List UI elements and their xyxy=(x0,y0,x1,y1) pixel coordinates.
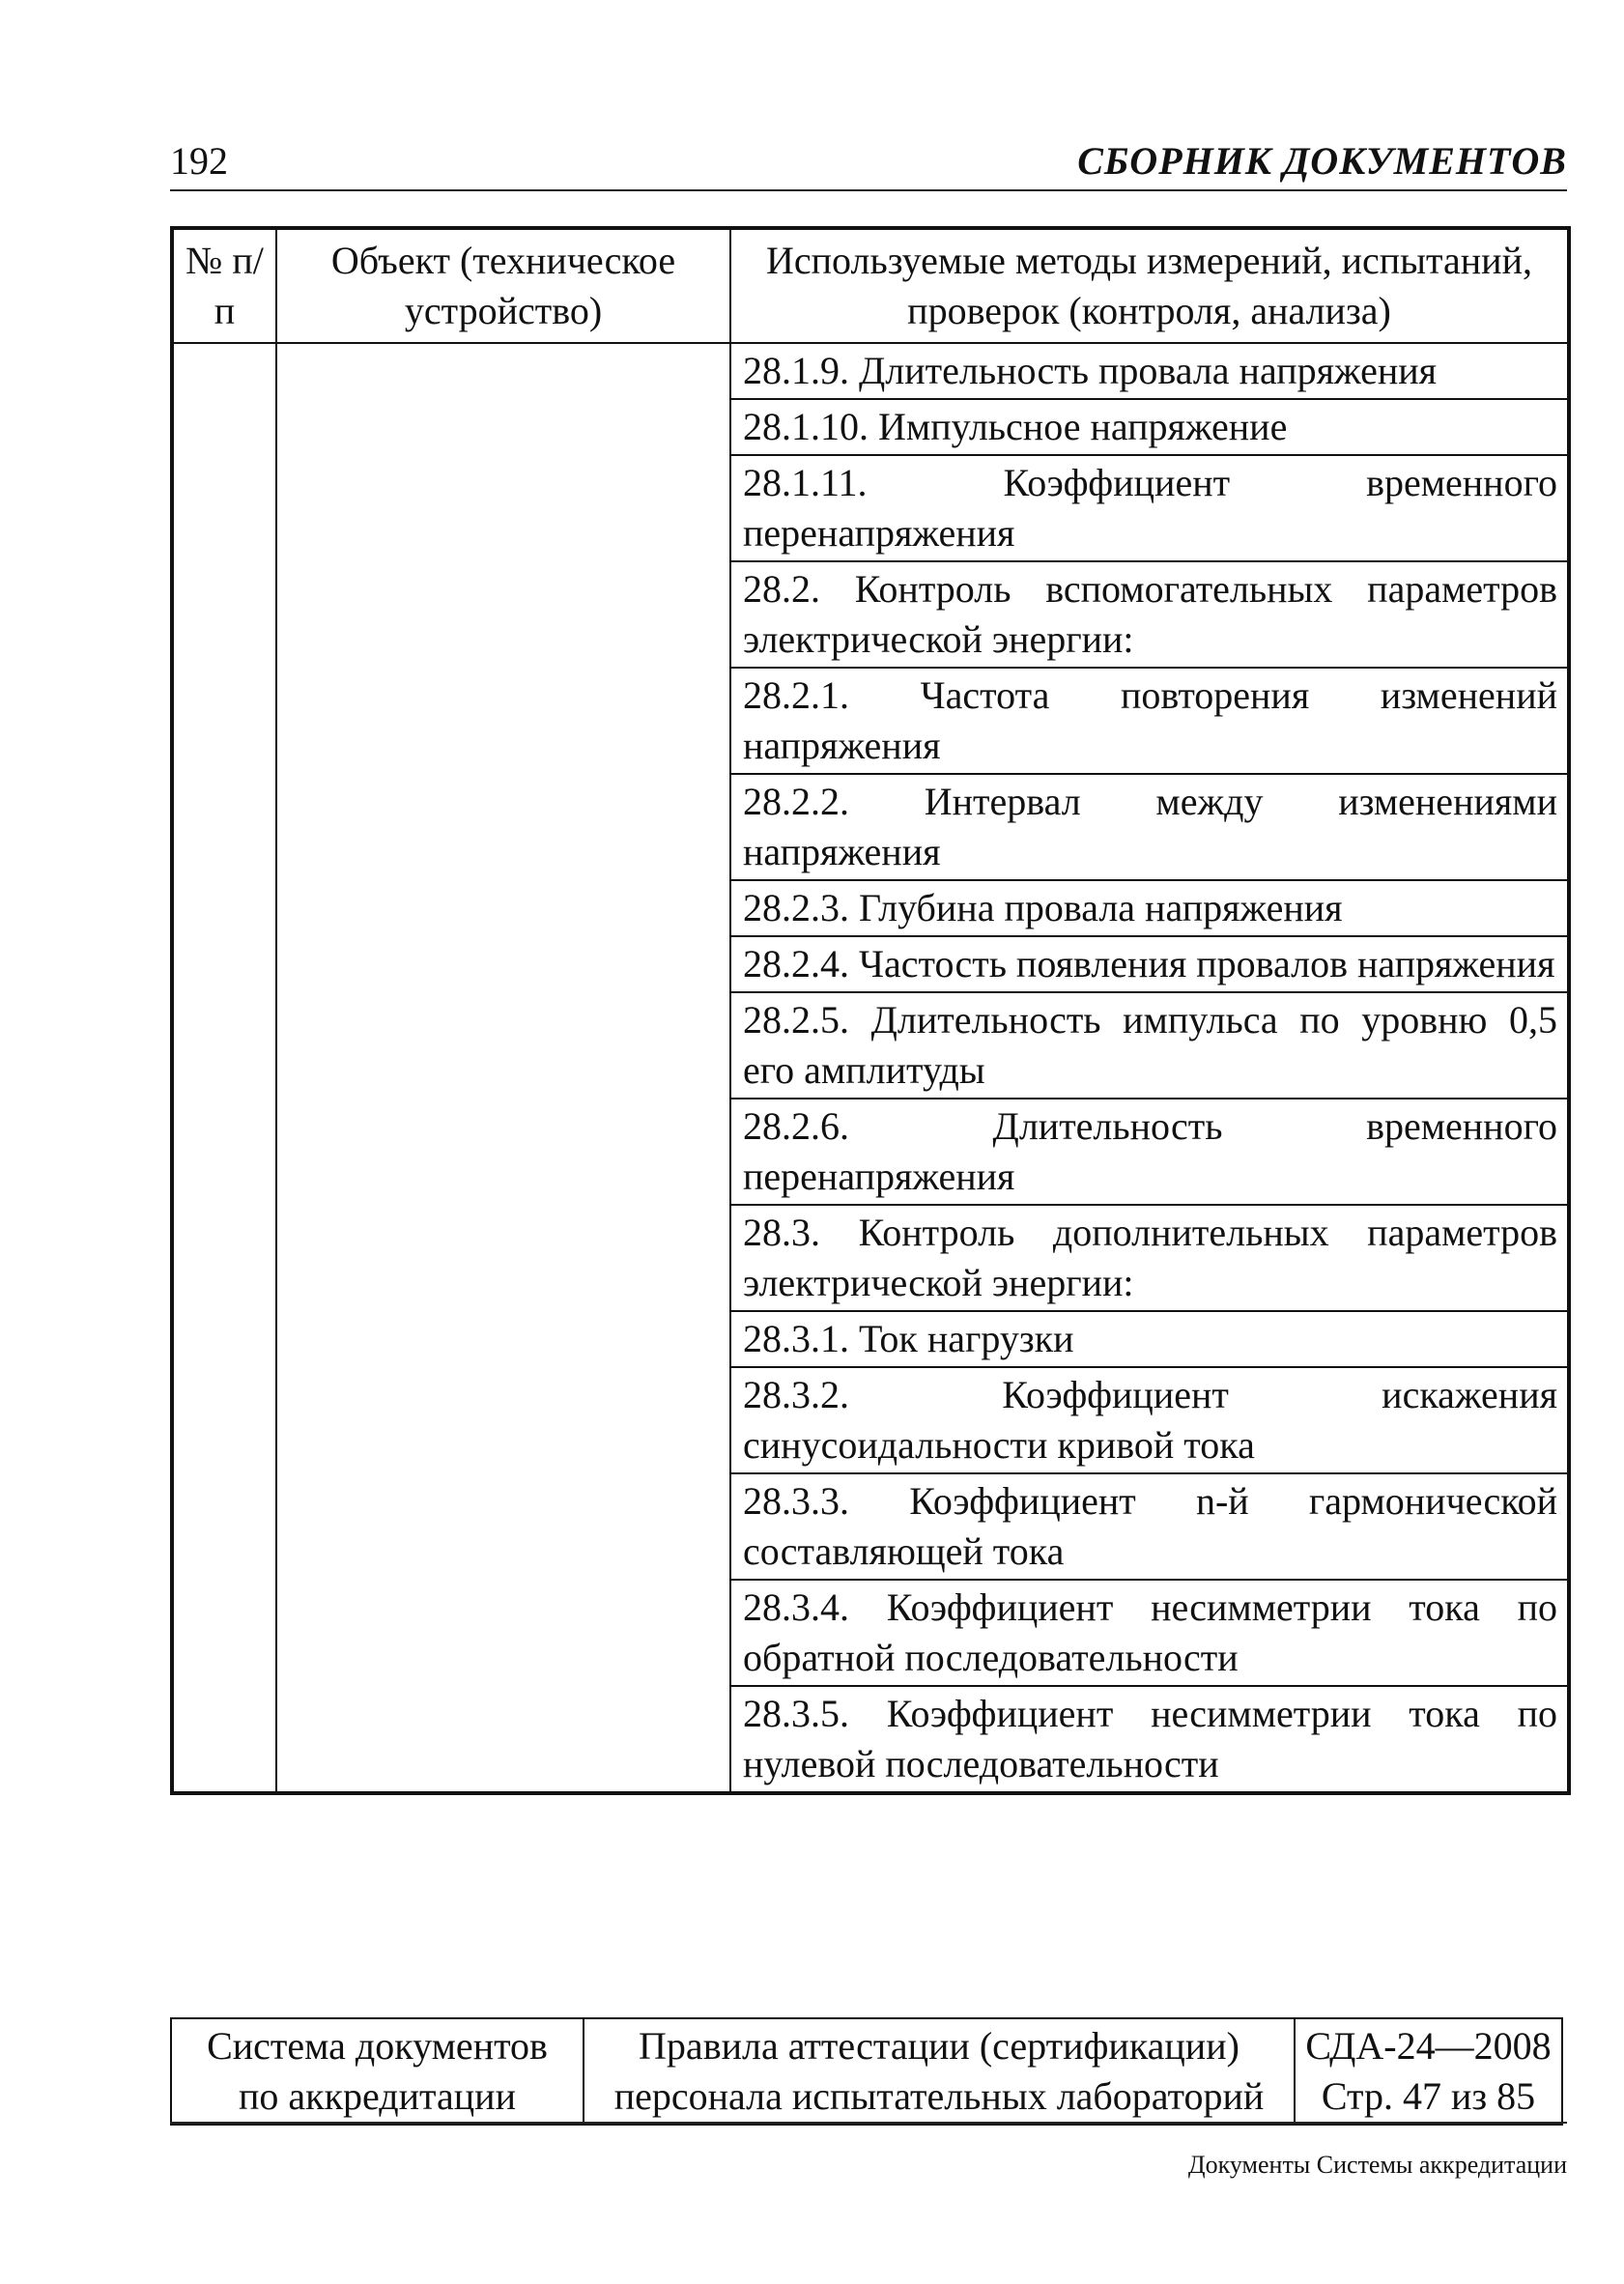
footer-code-cell xyxy=(1295,2018,1562,2125)
running-title: СБОРНИК ДОКУМЕНТОВ xyxy=(1077,139,1567,183)
table-body xyxy=(172,343,1569,1793)
method-cell: 28.2. Контроль вспомогательных параметров электрической энергии: xyxy=(730,561,1569,668)
method-cell: 28.2.4. Частость появления провалов напряжения xyxy=(730,936,1569,992)
object-cell xyxy=(276,343,730,1793)
table-header-row xyxy=(172,228,1569,343)
method-cell: 28.1.9. Длительность провала напряжения xyxy=(730,343,1569,399)
column-header-number: № п/п xyxy=(172,228,276,343)
footer-rules-cell xyxy=(584,2018,1295,2125)
method-cell: 28.1.10. Импульсное напряжение xyxy=(730,399,1569,455)
footer-row xyxy=(171,2018,1562,2125)
footer-system-line1: Система документов xyxy=(207,2024,548,2068)
method-cell: 28.3.1. Ток нагрузки xyxy=(730,1311,1569,1367)
page-header xyxy=(170,135,1567,191)
method-cell: 28.2.6. Длительность временного перенапряжения xyxy=(730,1099,1569,1205)
table-row xyxy=(172,343,1569,399)
method-cell: 28.2.3. Глубина провала напряжения xyxy=(730,880,1569,936)
page-number: 192 xyxy=(170,139,228,183)
methods-table xyxy=(170,226,1571,1795)
method-cell: 28.2.1. Частота повторения изменений напряжения xyxy=(730,668,1569,774)
method-cell: 28.2.5. Длительность импульса по уровню 0,5 его амплитуды xyxy=(730,992,1569,1099)
method-cell: 28.3.3. Коэффициент n-й гармонической составляющей тока xyxy=(730,1473,1569,1580)
method-cell: 28.2.2. Интервал между изменениями напряжения xyxy=(730,774,1569,880)
method-cell: 28.3.4. Коэффициент несимметрии тока по обратной последовательности xyxy=(730,1580,1569,1686)
column-header-methods: Используемые методы измерений, испытаний, проверок (контроля, анализа) xyxy=(730,228,1569,343)
document-footer-table xyxy=(170,2017,1563,2126)
method-cell: 28.3.5. Коэффициент несимметрии тока по нулевой последовательности xyxy=(730,1686,1569,1793)
footer-system-cell xyxy=(171,2018,584,2125)
footer-rules-line2: персонала испытательных лабораторий xyxy=(613,2074,1265,2118)
footer-note: Документы Системы аккредитации xyxy=(1187,2151,1567,2179)
footer-rule xyxy=(170,2122,1567,2124)
method-cell: 28.3. Контроль дополнительных параметров электрической энергии: xyxy=(730,1205,1569,1311)
footer-rules-line1: Правила аттестации (сертификации) xyxy=(639,2024,1239,2068)
footer-system-line2: по аккредитации xyxy=(239,2074,516,2118)
number-cell xyxy=(172,343,276,1793)
method-cell: 28.3.2. Коэффициент искажения синусоидальности кривой тока xyxy=(730,1367,1569,1473)
footer-code: СДА-24—2008 xyxy=(1305,2024,1552,2068)
footer-page-count: Стр. 47 из 85 xyxy=(1321,2074,1536,2118)
column-header-object: Объект (техническое устройство) xyxy=(276,228,730,343)
method-cell: 28.1.11. Коэффициент временного перенапряжения xyxy=(730,455,1569,561)
